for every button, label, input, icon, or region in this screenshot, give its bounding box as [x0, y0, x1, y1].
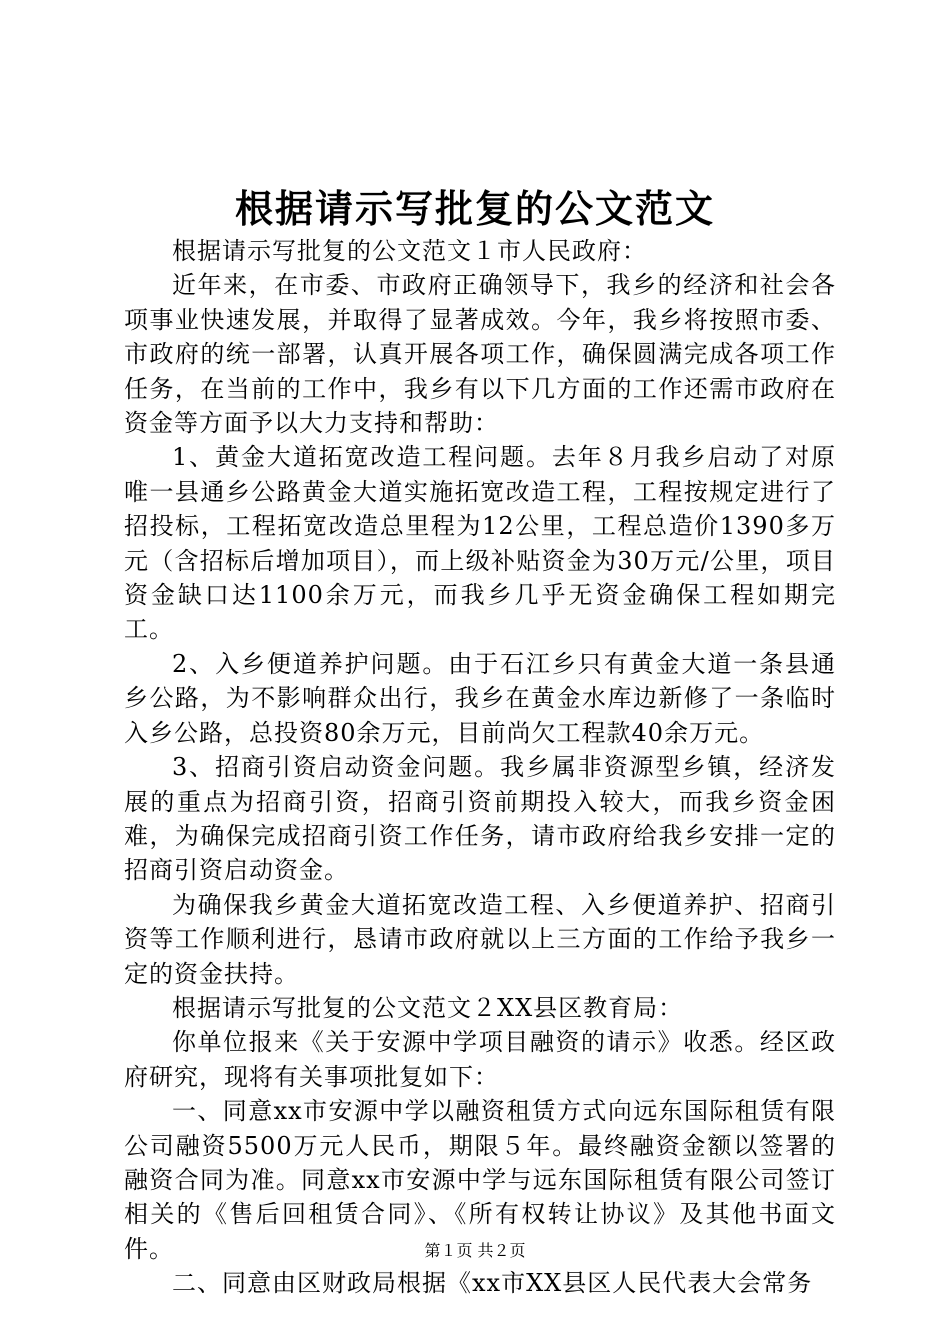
document-title: 根据请示写批复的公文范文: [234, 186, 715, 231]
paragraph-3: 1、黄金大道拓宽改造工程问题。去年８月我乡启动了对原唯一县通乡公路黄金大道实施拓宽改造工程，工程按规定进行了招投标，工程拓宽改造总里程为12公里，工程总造价1390多万元（含招标后增加项目），而上级补贴资金为30万元/公里，项目资金缺口达1100余万元，而我乡几乎无资金确保工程如期完工。: [124, 443, 836, 644]
page-number-footer: 第１页 共２页: [424, 1241, 526, 1260]
paragraph-7: 根据请示写批复的公文范文２XX县区教育局：: [172, 993, 684, 1022]
paragraph-10: 二、同意由区财政局根据《xx市XX县区人民代表大会常务: [172, 1269, 813, 1298]
paragraph-2: 近年来，在市委、市政府正确领导下，我乡的经济和社会各项事业快速发展，并取得了显著成效。今年，我乡将按照市委、市政府的统一部署，认真开展各项工作，确保圆满完成各项工作任务，在当前的工作中，我乡有以下几方面的工作还需市政府在资金等方面予以大力支持和帮助：: [124, 271, 836, 438]
paragraph-4: 2、入乡便道养护问题。由于石江乡只有黄金大道一条县通乡公路，为不影响群众出行，我乡在黄金水库边新修了一条临时入乡公路，总投资80余万元，目前尚欠工程款40余万元。: [124, 649, 836, 747]
paragraph-6: 为确保我乡黄金大道拓宽改造工程、入乡便道养护、招商引资等工作顺利进行，恳请市政府就以上三方面的工作给予我乡一定的资金扶持。: [124, 890, 836, 988]
paragraph-9: 一、同意xx市安源中学以融资租赁方式向远东国际租赁有限公司融资5500万元人民币，期限５年。最终融资金额以签署的融资合同为准。同意xx市安源中学与远东国际租赁有限公司签订相关的《售后回租赁合同》、《所有权转让协议》及其他书面文件。: [124, 1097, 836, 1263]
paragraph-8: 你单位报来《关于安源中学项目融资的请示》收悉。经区政府研究，现将有关事项批复如下：: [124, 1028, 836, 1091]
paragraph-1: 根据请示写批复的公文范文１市人民政府：: [172, 237, 647, 265]
paragraph-5: 3、招商引资启动资金问题。我乡属非资源型乡镇，经济发展的重点为招商引资，招商引资前期投入较大，而我乡资金困难，为确保完成招商引资工作任务，请市政府给我乡安排一定的招商引资启动资金。: [124, 753, 836, 885]
